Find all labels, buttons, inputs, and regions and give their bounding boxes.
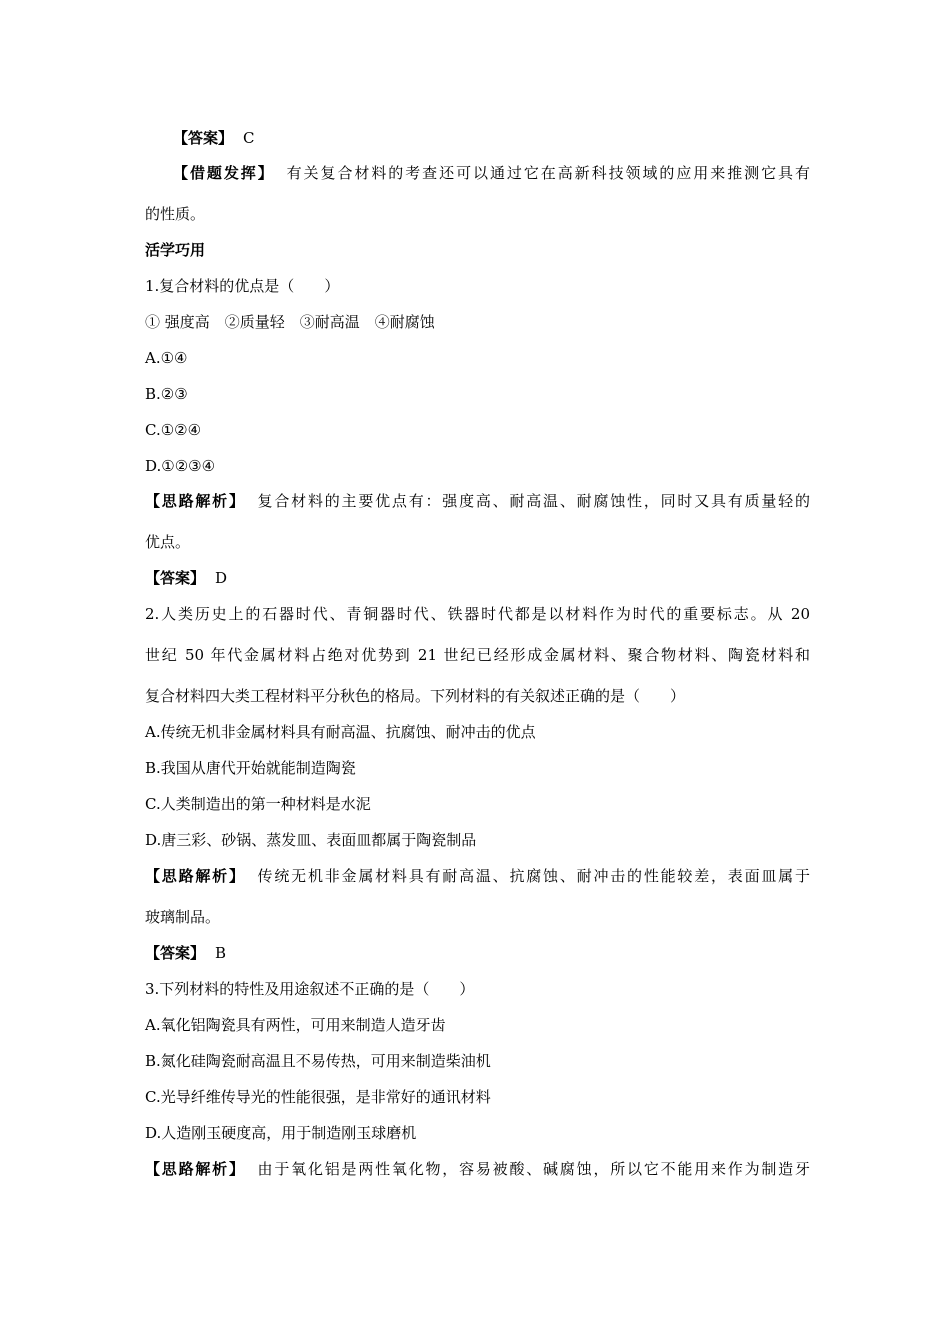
- tip-text-cont: 的性质。: [145, 205, 206, 223]
- q2-answer-tag: 【答案】: [145, 944, 206, 962]
- q2-analysis-cont: 玻璃制品。: [145, 908, 221, 926]
- q1-option-d: D.①②③④: [145, 457, 216, 475]
- q3-option-b: B.氮化硅陶瓷耐高温且不易传热，可用来制造柴油机: [145, 1052, 491, 1070]
- q2-stem-3: 复合材料四大类工程材料平分秋色的格局。下列材料的有关叙述正确的是（ ）: [145, 687, 686, 705]
- q1-option-b: B.②③: [145, 385, 188, 403]
- section-heading: 活学巧用: [145, 241, 206, 259]
- q3-analysis-text: 由于氧化铝是两性氧化物，容易被酸、碱腐蚀，所以它不能用来作为制造牙: [255, 1160, 810, 1178]
- q2-answer: [145, 942, 810, 964]
- q2-option-a: A.传统无机非金属材料具有耐高温、抗腐蚀、耐冲击的优点: [145, 723, 536, 741]
- q3-analysis-tag: 【思路解析】: [145, 1160, 246, 1178]
- q2-stem-1: 2.人类历史上的石器时代、青铜器时代、铁器时代都是以材料作为时代的重要标志。从 20: [145, 605, 810, 623]
- q1-analysis-tag: 【思路解析】: [145, 492, 246, 510]
- q1-analysis-text: 复合材料的主要优点有：强度高、耐高温、耐腐蚀性，同时又具有质量轻的: [255, 492, 810, 510]
- q2-option-b: B.我国从唐代开始就能制造陶瓷: [145, 759, 356, 777]
- q1-answer-value: D: [215, 569, 228, 587]
- q3-analysis: [145, 1158, 810, 1180]
- answer-tag: 【答案】: [173, 129, 234, 147]
- q2-answer-value: B: [215, 944, 227, 962]
- q1-stem: 1.复合材料的优点是（ ）: [145, 277, 340, 295]
- tip-line: [173, 162, 810, 184]
- tip-text: 有关复合材料的考查还可以通过它在高新科技领域的应用来推测它具有: [284, 164, 810, 182]
- q3-option-a: A.氧化铝陶瓷具有两性，可用来制造人造牙齿: [145, 1016, 446, 1034]
- q1-option-c: C.①②④: [145, 421, 202, 439]
- answer-value: C: [243, 129, 255, 147]
- q2-analysis-text: 传统无机非金属材料具有耐高温、抗腐蚀、耐冲击的性能较差，表面皿属于: [255, 867, 810, 885]
- q2-analysis: [145, 865, 810, 887]
- q1-option-a: A.①④: [145, 349, 188, 367]
- q2-option-d: D.唐三彩、砂锅、蒸发皿、表面皿都属于陶瓷制品: [145, 831, 477, 849]
- tip-tag: 【借题发挥】: [173, 164, 275, 182]
- q3-stem: 3.下列材料的特性及用途叙述不正确的是（ ）: [145, 980, 475, 998]
- q2-analysis-tag: 【思路解析】: [145, 867, 246, 885]
- q1-answer-tag: 【答案】: [145, 569, 206, 587]
- q1-analysis: [145, 490, 810, 512]
- q2-stem-2: 世纪 50 年代金属材料占绝对优势到 21 世纪已经形成金属材料、聚合物材料、陶瓷材料和: [145, 646, 810, 664]
- q1-answer: [145, 567, 810, 589]
- q2-option-c: C.人类制造出的第一种材料是水泥: [145, 795, 371, 813]
- q3-option-c: C.光导纤维传导光的性能很强，是非常好的通讯材料: [145, 1088, 491, 1106]
- q1-analysis-cont: 优点。: [145, 533, 191, 551]
- q1-properties: ① 强度高 ②质量轻 ③耐高温 ④耐腐蚀: [145, 313, 435, 331]
- q3-option-d: D.人造刚玉硬度高，用于制造刚玉球磨机: [145, 1124, 417, 1142]
- answer-line: [173, 127, 810, 149]
